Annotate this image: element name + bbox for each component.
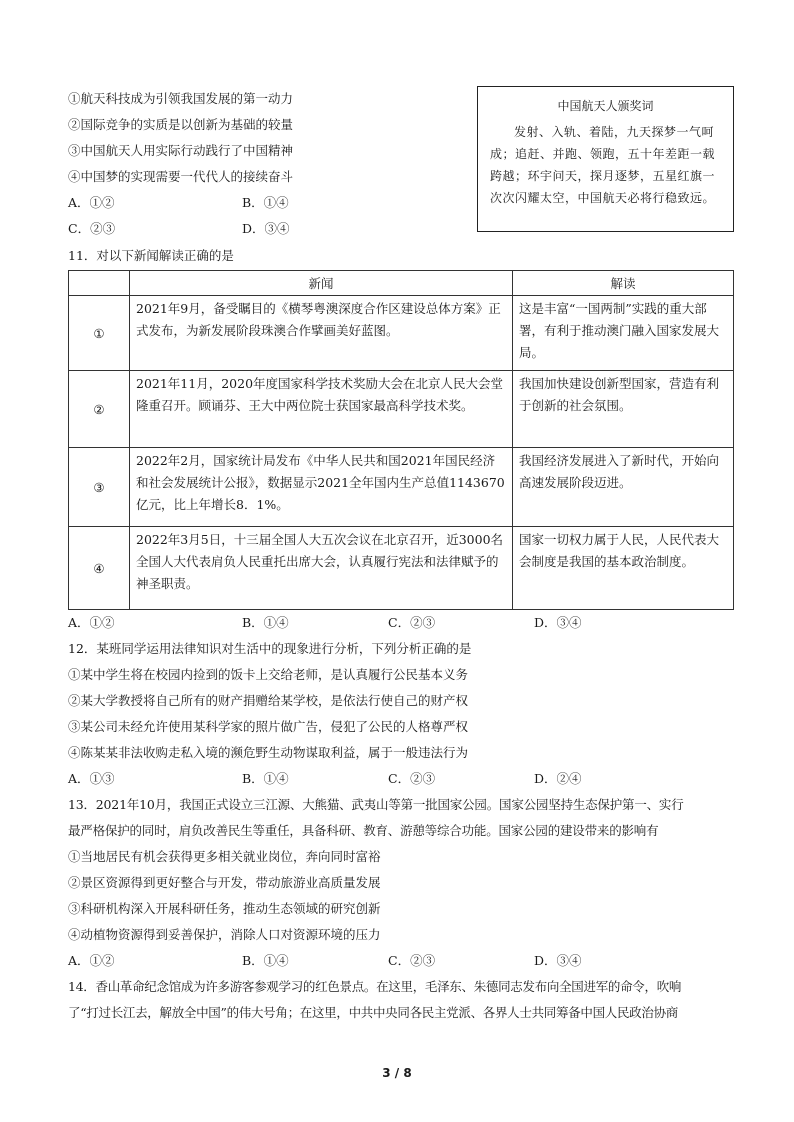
q13-stem-line-2: 最严格保护的同时，肩负改善民生等重任，具备科研、教育、游憩等综合功能。国家公园的建设带来的影响有 xyxy=(68,823,659,838)
row-number: ① xyxy=(69,296,130,371)
table-header-blank xyxy=(69,271,130,296)
q12-option-d: D．②④ xyxy=(534,771,582,786)
q13-statement-2: ②景区资源得到更好整合与开发，带动旅游业高质量发展 xyxy=(68,875,381,890)
q14-stem-line-2: 了“打过长江去，解放全中国”的伟大号角；在这里，中共中央同各民主党派、各界人士共同筹备中国人民政治协商 xyxy=(68,1005,678,1020)
q13-option-b: B．①④ xyxy=(242,953,289,968)
q12-option-a: A．①③ xyxy=(68,771,115,786)
q12-stem: 12．某班同学运用法律知识对生活中的现象进行分析，下列分析正确的是 xyxy=(68,641,472,656)
q13-option-a: A．①② xyxy=(68,953,115,968)
q14-stem-line-1: 14．香山革命纪念馆成为许多游客参观学习的红色景点。在这里，毛泽东、朱德同志发布向全国进军的命令，吹响 xyxy=(68,979,682,994)
q11-option-c: C．②③ xyxy=(388,615,436,630)
interpretation-cell: 我国经济发展进入了新时代，开始向高速发展阶段迈进。 xyxy=(513,448,734,527)
award-citation-box xyxy=(477,86,734,232)
q12-statement-2: ②某大学教授将自己所有的财产捐赠给某学校，是依法行使自己的财产权 xyxy=(68,693,469,708)
row-number: ② xyxy=(69,371,130,448)
interpretation-cell: 我国加快建设创新型国家，营造有利于创新的社会氛围。 xyxy=(513,371,734,448)
award-citation-title: 中国航天人颁奖词 xyxy=(557,99,654,113)
q13-stem-line-1: 13．2021年10月，我国正式设立三江源、大熊猫、武夷山等第一批国家公园。国家公园坚持生态保护第一、实行 xyxy=(68,797,684,812)
q13-option-c: C．②③ xyxy=(388,953,436,968)
row-number: ③ xyxy=(69,448,130,527)
table-header-news: 新闻 xyxy=(130,271,513,296)
q12-option-b: B．①④ xyxy=(242,771,289,786)
q11-stem: 11．对以下新闻解读正确的是 xyxy=(68,248,234,263)
interpretation-cell: 这是丰富“一国两制”实践的重大部署，有利于推动澳门融入国家发展大局。 xyxy=(513,296,734,371)
page-number: 3 / 8 xyxy=(382,1066,412,1080)
q11-news-table xyxy=(68,270,734,610)
q13-statement-1: ①当地居民有机会获得更多相关就业岗位，奔向同时富裕 xyxy=(68,849,381,864)
table-header-row xyxy=(69,271,734,296)
q10-statement-1: ①航天科技成为引领我国发展的第一动力 xyxy=(68,91,294,106)
news-cell: 2022年3月5日，十三届全国人大五次会议在北京召开，近3000名全国人大代表肩负人民重托出席大会，认真履行宪法和法律赋予的神圣职责。 xyxy=(130,527,513,610)
q13-statement-4: ④动植物资源得到妥善保护，消除人口对资源环境的压力 xyxy=(68,927,381,942)
table-row xyxy=(69,527,734,610)
row-number: ④ xyxy=(69,527,130,610)
table-row xyxy=(69,448,734,527)
q12-statement-1: ①某中学生将在校园内捡到的饭卡上交给老师，是认真履行公民基本义务 xyxy=(68,667,469,682)
q13-option-d: D．③④ xyxy=(534,953,582,968)
news-cell: 2022年2月，国家统计局发布《中华人民共和国2021年国民经济和社会发展统计公报》，数据显示2021全年国内生产总值1143670亿元，比上年增长8．1%。 xyxy=(130,448,513,527)
table-header-interpretation: 解读 xyxy=(513,271,734,296)
table-row xyxy=(69,371,734,448)
q12-statement-3: ③某公司未经允许使用某科学家的照片做广告，侵犯了公民的人格尊严权 xyxy=(68,719,469,734)
q10-option-d: D．③④ xyxy=(242,221,290,236)
q10-statement-3: ③中国航天人用实际行动践行了中国精神 xyxy=(68,143,294,158)
q10-statement-2: ②国际竞争的实质是以创新为基础的较量 xyxy=(68,117,294,132)
news-cell: 2021年11月，2020年度国家科学技术奖励大会在北京人民大会堂隆重召开。顾诵芬、王大中两位院士获国家最高科学技术奖。 xyxy=(130,371,513,448)
interpretation-cell: 国家一切权力属于人民，人民代表大会制度是我国的基本政治制度。 xyxy=(513,527,734,610)
award-citation-text: 发射、入轨、着陆，九天探梦一气呵成；追赶、并跑、领跑，五十年差距一载跨越；环宇问天，探月逐梦，五星红旗一次次闪耀太空，中国航天必将行稳致远。 xyxy=(490,125,716,205)
q10-statement-4: ④中国梦的实现需要一代代人的接续奋斗 xyxy=(68,169,294,184)
q11-option-d: D．③④ xyxy=(534,615,582,630)
q11-option-b: B．①④ xyxy=(242,615,289,630)
q10-option-b: B．①④ xyxy=(242,195,289,210)
q10-option-c: C．②③ xyxy=(68,221,116,236)
q13-statement-3: ③科研机构深入开展科研任务，推动生态领域的研究创新 xyxy=(68,901,381,916)
news-cell: 2021年9月，备受瞩目的《横琴粤澳深度合作区建设总体方案》正式发布，为新发展阶段珠澳合作擘画美好蓝图。 xyxy=(130,296,513,371)
q10-option-a: A．①② xyxy=(68,195,115,210)
q11-option-a: A．①② xyxy=(68,615,115,630)
q12-option-c: C．②③ xyxy=(388,771,436,786)
table-row xyxy=(69,296,734,371)
q12-statement-4: ④陈某某非法收购走私入境的濒危野生动物谋取利益，属于一般违法行为 xyxy=(68,745,469,760)
